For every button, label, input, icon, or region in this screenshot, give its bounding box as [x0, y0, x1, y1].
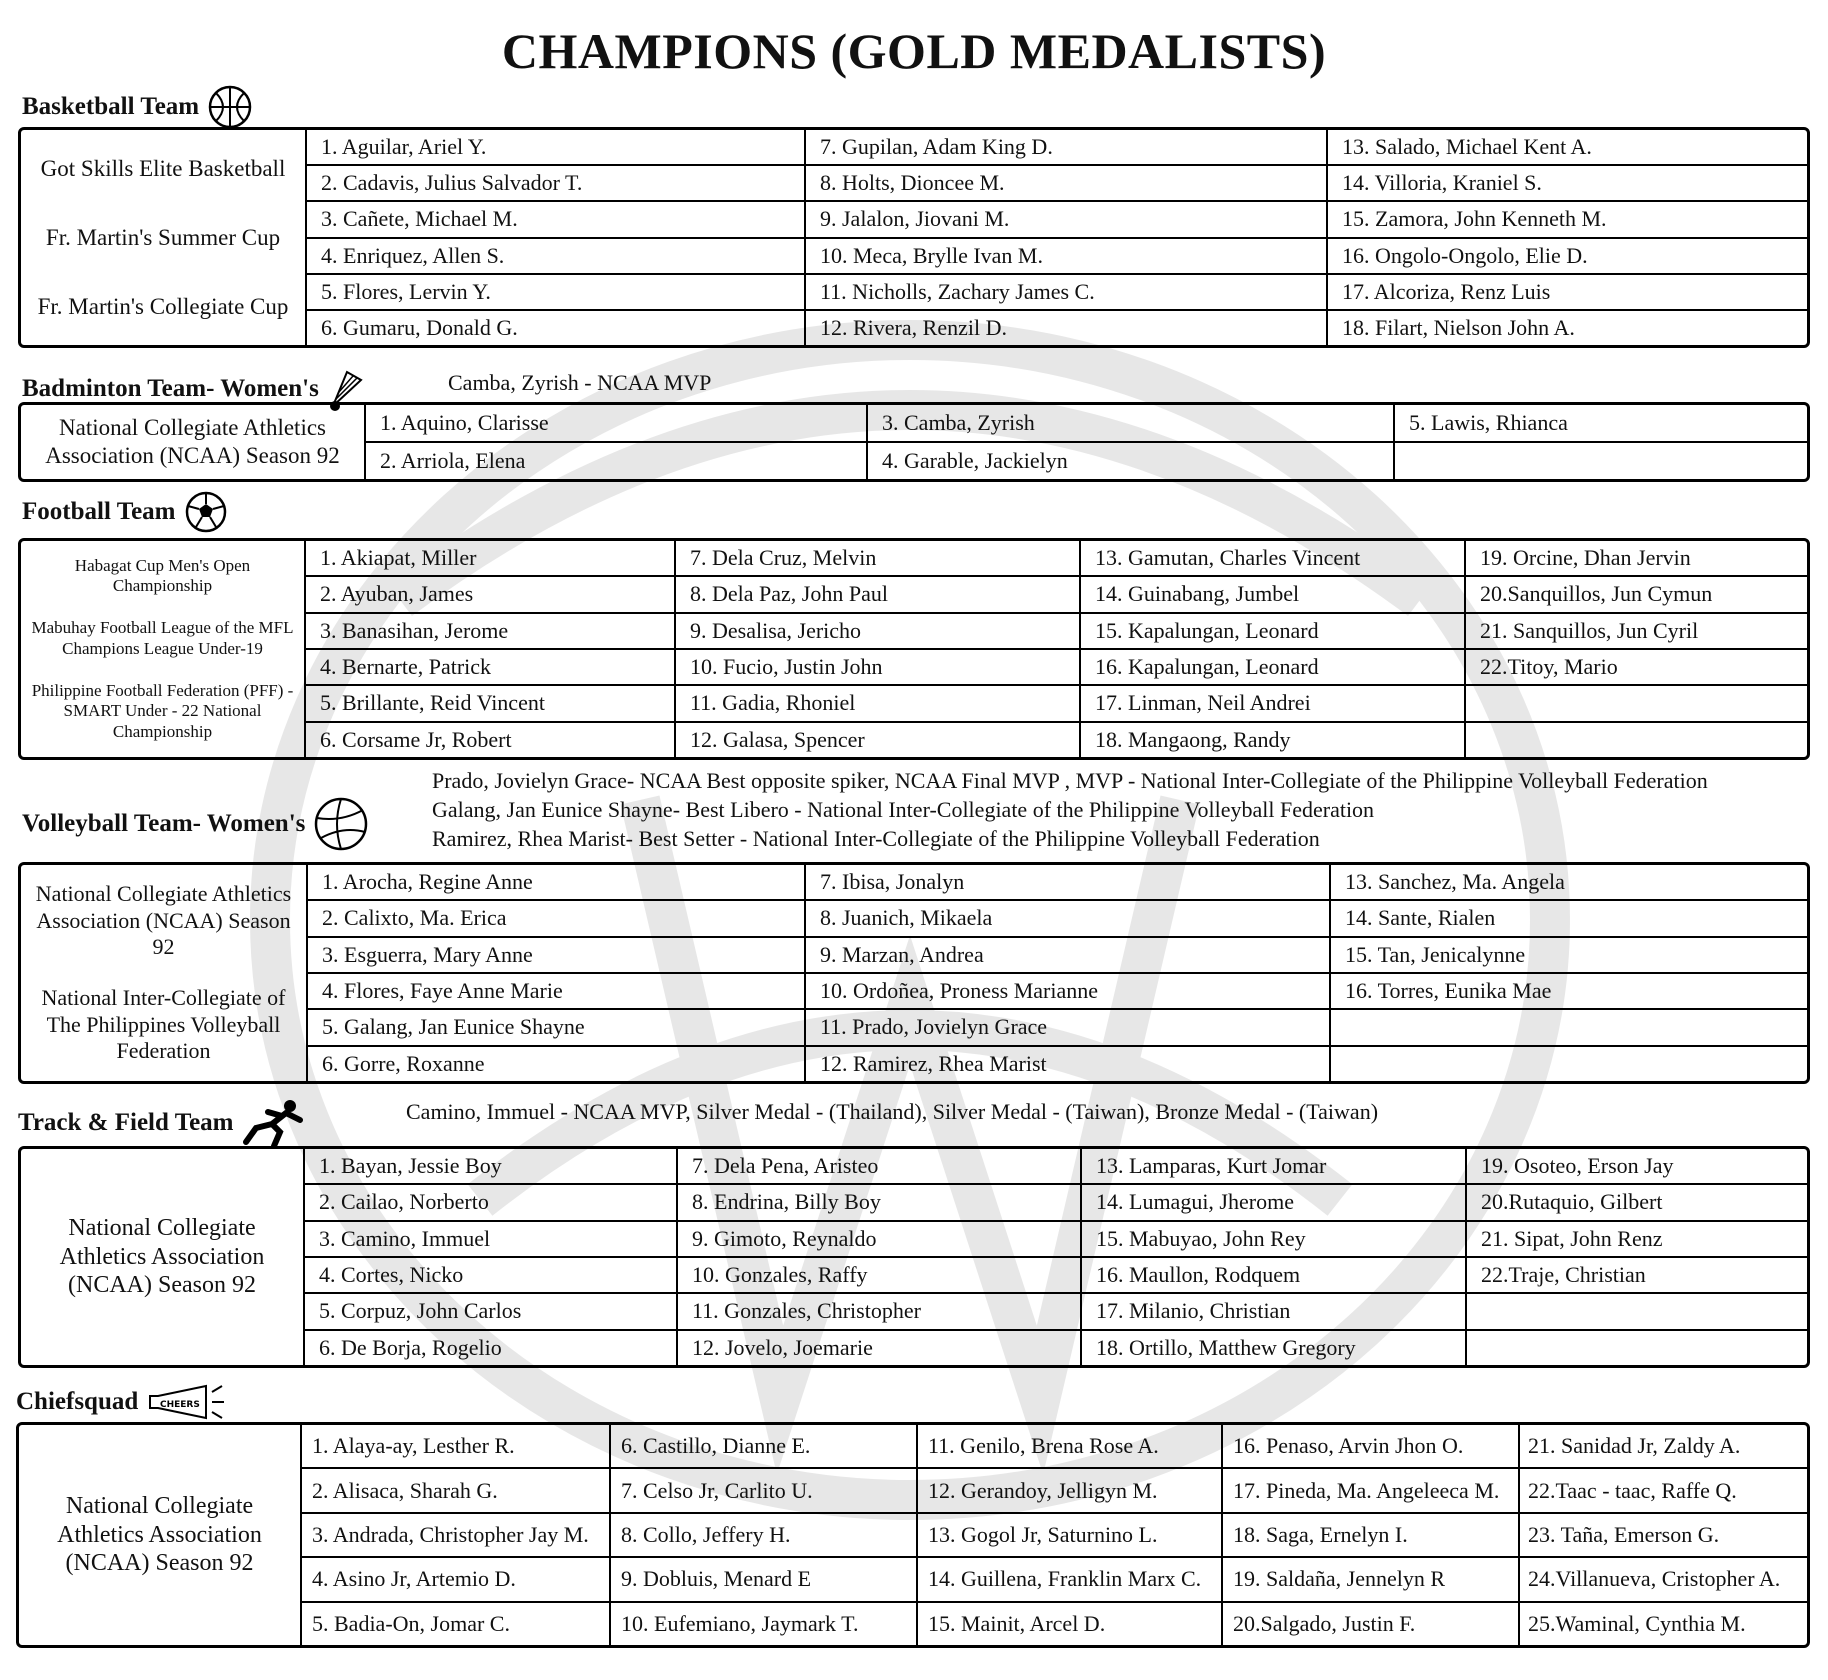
roster-entry: 13. Salado, Michael Kent A.	[1328, 130, 1807, 166]
roster-entry: 14. Guinabang, Jumbel	[1081, 577, 1464, 613]
roster-entry: 9. Jalalon, Jiovani M.	[806, 202, 1326, 238]
roster-entry: 3. Andrada, Christopher Jay M.	[302, 1514, 609, 1558]
roster-entry: 6. De Borja, Rogelio	[319, 1334, 502, 1360]
roster-entry: 19. Saldaña, Jennelyn R	[1223, 1558, 1518, 1602]
roster-entry: 2. Calixto, Ma. Erica	[308, 901, 804, 937]
roster-entry: 13. Gogol Jr, Saturnino L.	[918, 1514, 1221, 1558]
roster-entry: 9. Gimoto, Reynaldo	[678, 1222, 1080, 1258]
roster-entry: 14. Villoria, Kraniel S.	[1328, 166, 1807, 202]
roster-entry: 5. Flores, Lervin Y.	[307, 275, 804, 311]
roster-entry: 23. Taña, Emerson G.	[1520, 1514, 1807, 1558]
roster-entry: 2. Alisaca, Sharah G.	[302, 1469, 609, 1513]
basketball-events	[21, 130, 307, 345]
football-roster	[18, 538, 1810, 760]
roster-entry: 1. Arocha, Regine Anne	[308, 865, 804, 901]
roster-entry	[1331, 1010, 1807, 1046]
roster-entry: 9. Desalisa, Jericho	[676, 614, 1079, 650]
roster-entry: 6. Gorre, Roxanne	[322, 1050, 485, 1076]
roster-entry: 10. Meca, Brylle Ivan M.	[806, 239, 1326, 275]
roster-entry	[1395, 443, 1807, 479]
roster-column	[1081, 541, 1466, 757]
basketball-heading-text: Basketball Team	[22, 93, 200, 120]
roster-entry: 20.Rutaquio, Gilbert	[1467, 1185, 1807, 1221]
roster-column	[1082, 1149, 1467, 1365]
roster-entry: 5. Lawis, Rhianca	[1395, 405, 1807, 443]
roster-column	[1331, 865, 1807, 1081]
roster-column	[806, 130, 1328, 345]
roster-column	[868, 405, 1395, 479]
roster-entry: 13. Lamparas, Kurt Jomar	[1082, 1149, 1465, 1185]
event-label: National Collegiate Athletics Association (NCAA) Season 92	[45, 415, 340, 468]
roster-column	[1395, 405, 1807, 479]
roster-entry: 13. Sanchez, Ma. Angela	[1331, 865, 1807, 901]
badminton-heading-text: Badminton Team- Women's	[22, 375, 319, 402]
roster-entry: 4. Flores, Faye Anne Marie	[308, 974, 804, 1010]
volleyball-events	[21, 865, 308, 1081]
roster-entry: 14. Guillena, Franklin Marx C.	[918, 1558, 1221, 1602]
volleyball-heading-text: Volleyball Team- Women's	[22, 810, 306, 837]
roster-entry: 15. Kapalungan, Leonard	[1081, 614, 1464, 650]
roster-entry: 7. Gupilan, Adam King D.	[806, 130, 1326, 166]
roster-entry: 5. Brillante, Reid Vincent	[306, 686, 674, 722]
roster-entry: 12. Gerandoy, Jelligyn M.	[918, 1469, 1221, 1513]
basketball-roster	[18, 127, 1810, 348]
event-label: National Collegiate Athletics Association (NCAA) Season 92	[35, 881, 292, 960]
roster-entry: 8. Holts, Dioncee M.	[806, 166, 1326, 202]
badminton-roster	[18, 402, 1810, 482]
roster-entry: 3. Camba, Zyrish	[868, 405, 1393, 443]
track-award-note: Camino, Immuel - NCAA MVP, Silver Medal - (Thailand), Silver Medal - (Taiwan), Bronze Medal - (Taiwan)	[406, 1099, 1379, 1124]
roster-entry: 4. Bernarte, Patrick	[306, 650, 674, 686]
roster-entry: 11. Gonzales, Christopher	[678, 1294, 1080, 1330]
roster-entry: 16. Kapalungan, Leonard	[1081, 650, 1464, 686]
roster-entry: 17. Pineda, Ma. Angeleeca M.	[1223, 1469, 1518, 1513]
roster-column	[308, 865, 806, 1081]
roster-entry: 14. Lumagui, Jherome	[1082, 1185, 1465, 1221]
cheer-heading	[16, 1384, 226, 1420]
runner-icon	[242, 1098, 312, 1148]
roster-entry: 17. Linman, Neil Andrei	[1081, 686, 1464, 722]
roster-entry: 11. Nicholls, Zachary James C.	[806, 275, 1326, 311]
roster-entry: 16. Maullon, Rodquem	[1082, 1258, 1465, 1294]
roster-entry: 10. Eufemiano, Jaymark T.	[621, 1610, 859, 1636]
roster-entry: 1. Aquino, Clarisse	[366, 405, 866, 443]
roster-entry: 1. Bayan, Jessie Boy	[305, 1149, 676, 1185]
roster-entry: 8. Dela Paz, John Paul	[676, 577, 1079, 613]
roster-column	[676, 541, 1081, 757]
roster-entry: 8. Endrina, Billy Boy	[678, 1185, 1080, 1221]
roster-entry: 18. Filart, Nielson John A.	[1342, 314, 1575, 340]
roster-entry: 6. Castillo, Dianne E.	[611, 1425, 916, 1469]
volleyball-award-note: Prado, Jovielyn Grace- NCAA Best opposite spiker, NCAA Final MVP , MVP - National Inter-Collegiate of the Philippine Volleyball Federation	[432, 768, 1708, 793]
roster-entry: 15. Mainit, Arcel D.	[928, 1610, 1106, 1636]
roster-column	[307, 130, 806, 345]
page-title: CHAMPIONS (GOLD MEDALISTS)	[501, 23, 1327, 79]
roster-entry: 13. Gamutan, Charles Vincent	[1081, 541, 1464, 577]
badminton-award-note: Camba, Zyrish - NCAA MVP	[448, 370, 712, 395]
roster-entry: 4. Asino Jr, Artemio D.	[302, 1558, 609, 1602]
basketball-heading	[22, 84, 253, 130]
roster-entry	[1331, 1047, 1807, 1081]
roster-entry: 11. Genilo, Brena Rose A.	[918, 1425, 1221, 1469]
event-label: Fr. Martin's Collegiate Cup	[37, 293, 289, 319]
roster-entry: 10. Ordoñea, Proness Marianne	[806, 974, 1329, 1010]
roster-entry: 16. Penaso, Arvin Jhon O.	[1223, 1425, 1518, 1469]
roster-entry: 7. Ibisa, Jonalyn	[806, 865, 1329, 901]
roster-column	[1466, 541, 1807, 757]
roster-entry: 4. Cortes, Nicko	[305, 1258, 676, 1294]
track-heading-text: Track & Field Team	[18, 1109, 234, 1136]
roster-column	[366, 405, 868, 479]
roster-entry: 22.Taac - taac, Raffe Q.	[1520, 1469, 1807, 1513]
roster-entry: 6. Corsame Jr, Robert	[320, 726, 512, 752]
volleyball-award-note: Ramirez, Rhea Marist- Best Setter - National Inter-Collegiate of the Philippine Volleyball Federation	[432, 826, 1320, 851]
megaphone-icon	[146, 1384, 226, 1420]
roster-entry: 9. Dobluis, Menard E	[611, 1558, 916, 1602]
roster-entry: 16. Ongolo-Ongolo, Elie D.	[1328, 239, 1807, 275]
roster-entry: 12. Galasa, Spencer	[690, 726, 865, 752]
cheer-events	[19, 1425, 302, 1645]
event-label: National Collegiate Athletics Association (NCAA) Season 92	[59, 1214, 265, 1299]
roster-column	[306, 541, 676, 757]
roster-entry: 20.Sanquillos, Jun Cymun	[1466, 577, 1807, 613]
badminton-events	[21, 405, 366, 479]
roster-entry: 19. Osoteo, Erson Jay	[1467, 1149, 1807, 1185]
football-heading-text: Football Team	[22, 498, 176, 525]
roster-entry: 24.Villanueva, Cristopher A.	[1520, 1558, 1807, 1602]
roster-column	[806, 865, 1331, 1081]
event-label: Fr. Martin's Summer Cup	[45, 224, 281, 250]
football-events	[21, 541, 306, 757]
roster-column	[1328, 130, 1807, 345]
roster-entry: 12. Ramirez, Rhea Marist	[820, 1050, 1047, 1076]
roster-column	[678, 1149, 1082, 1365]
event-label: Habagat Cup Men's Open Championship	[74, 555, 251, 596]
roster-entry	[1467, 1331, 1807, 1365]
roster-entry	[1467, 1294, 1807, 1330]
svg-text:CHEERS: CHEERS	[160, 1400, 201, 1410]
roster-entry: 18. Saga, Ernelyn I.	[1223, 1514, 1518, 1558]
volleyball-heading	[22, 796, 369, 852]
roster-entry: 11. Gadia, Rhoniel	[676, 686, 1079, 722]
basketball-icon	[207, 84, 253, 130]
roster-column	[1223, 1425, 1520, 1645]
roster-entry: 10. Fucio, Justin John	[676, 650, 1079, 686]
roster-entry: 1. Aguilar, Ariel Y.	[307, 130, 804, 166]
roster-column	[305, 1149, 678, 1365]
roster-entry: 21. Sanidad Jr, Zaldy A.	[1520, 1425, 1807, 1469]
cheer-heading-text: Chiefsquad	[16, 1388, 139, 1415]
event-label: Philippine Football Federation (PFF) - SMART Under - 22 National Championship	[31, 680, 294, 741]
roster-entry: 22.Traje, Christian	[1467, 1258, 1807, 1294]
roster-entry: 9. Marzan, Andrea	[806, 938, 1329, 974]
roster-entry: 2. Ayuban, James	[306, 577, 674, 613]
track-roster	[18, 1146, 1810, 1368]
roster-entry: 3. Banasihan, Jerome	[306, 614, 674, 650]
football-heading	[22, 490, 228, 534]
roster-entry: 11. Prado, Jovielyn Grace	[806, 1010, 1329, 1046]
roster-entry: 2. Arriola, Elena	[380, 448, 526, 473]
roster-entry: 2. Cadavis, Julius Salvador T.	[307, 166, 804, 202]
roster-entry: 14. Sante, Rialen	[1331, 901, 1807, 937]
roster-entry: 15. Zamora, John Kenneth M.	[1328, 202, 1807, 238]
track-heading	[18, 1098, 312, 1148]
event-label: National Inter-Collegiate of The Philippines Volleyball Federation	[41, 985, 286, 1064]
roster-entry: 21. Sanquillos, Jun Cyril	[1466, 614, 1807, 650]
track-events	[21, 1149, 305, 1365]
roster-column	[1520, 1425, 1807, 1645]
soccer-ball-icon	[184, 490, 228, 534]
roster-entry	[1466, 686, 1807, 722]
roster-entry	[1466, 723, 1807, 757]
roster-entry: 7. Dela Pena, Aristeo	[678, 1149, 1080, 1185]
event-label: National Collegiate Athletics Association (NCAA) Season 92	[57, 1492, 262, 1577]
roster-entry: 4. Garable, Jackielyn	[882, 448, 1068, 473]
roster-entry: 8. Juanich, Mikaela	[806, 901, 1329, 937]
roster-entry: 18. Ortillo, Matthew Gregory	[1096, 1334, 1356, 1360]
roster-entry: 22.Titoy, Mario	[1466, 650, 1807, 686]
roster-entry: 3. Cañete, Michael M.	[307, 202, 804, 238]
roster-entry: 15. Tan, Jenicalynne	[1331, 938, 1807, 974]
roster-entry: 2. Cailao, Norberto	[305, 1185, 676, 1221]
event-label: Got Skills Elite Basketball	[40, 155, 286, 181]
roster-entry: 10. Gonzales, Raffy	[678, 1258, 1080, 1294]
roster-column	[302, 1425, 611, 1645]
event-label: Mabuhay Football League of the MFL Champions League Under-19	[31, 618, 294, 658]
roster-entry: 19. Orcine, Dhan Jervin	[1466, 541, 1807, 577]
roster-column	[918, 1425, 1223, 1645]
roster-entry: 5. Galang, Jan Eunice Shayne	[308, 1010, 804, 1046]
roster-entry: 7. Celso Jr, Carlito U.	[611, 1469, 916, 1513]
roster-column	[1467, 1149, 1807, 1365]
roster-entry: 17. Milanio, Christian	[1082, 1294, 1465, 1330]
roster-entry: 17. Alcoriza, Renz Luis	[1328, 275, 1807, 311]
roster-entry: 8. Collo, Jeffery H.	[611, 1514, 916, 1558]
roster-entry: 3. Esguerra, Mary Anne	[308, 938, 804, 974]
roster-entry: 1. Akiapat, Miller	[306, 541, 674, 577]
roster-entry: 15. Mabuyao, John Rey	[1082, 1222, 1465, 1258]
roster-entry: 6. Gumaru, Donald G.	[321, 314, 518, 340]
roster-column	[611, 1425, 918, 1645]
roster-entry: 16. Torres, Eunika Mae	[1331, 974, 1807, 1010]
cheer-roster	[16, 1422, 1810, 1648]
roster-entry: 12. Jovelo, Joemarie	[692, 1334, 873, 1360]
roster-entry: 5. Corpuz, John Carlos	[305, 1294, 676, 1330]
roster-entry: 18. Mangaong, Randy	[1095, 726, 1291, 752]
volleyball-roster	[18, 862, 1810, 1084]
roster-entry: 20.Salgado, Justin F.	[1233, 1610, 1416, 1636]
roster-entry: 1. Alaya-ay, Lesther R.	[302, 1425, 609, 1469]
roster-entry: 25.Waminal, Cynthia M.	[1528, 1610, 1746, 1636]
volleyball-icon	[313, 796, 369, 852]
roster-entry: 5. Badia-On, Jomar C.	[312, 1610, 510, 1636]
roster-entry: 3. Camino, Immuel	[305, 1222, 676, 1258]
roster-entry: 21. Sipat, John Renz	[1467, 1222, 1807, 1258]
volleyball-award-note: Galang, Jan Eunice Shayne- Best Libero - National Inter-Collegiate of the Philippine Volleyball Federation	[432, 797, 1375, 822]
roster-entry: 12. Rivera, Renzil D.	[820, 314, 1007, 340]
roster-entry: 4. Enriquez, Allen S.	[307, 239, 804, 275]
roster-entry: 7. Dela Cruz, Melvin	[676, 541, 1079, 577]
